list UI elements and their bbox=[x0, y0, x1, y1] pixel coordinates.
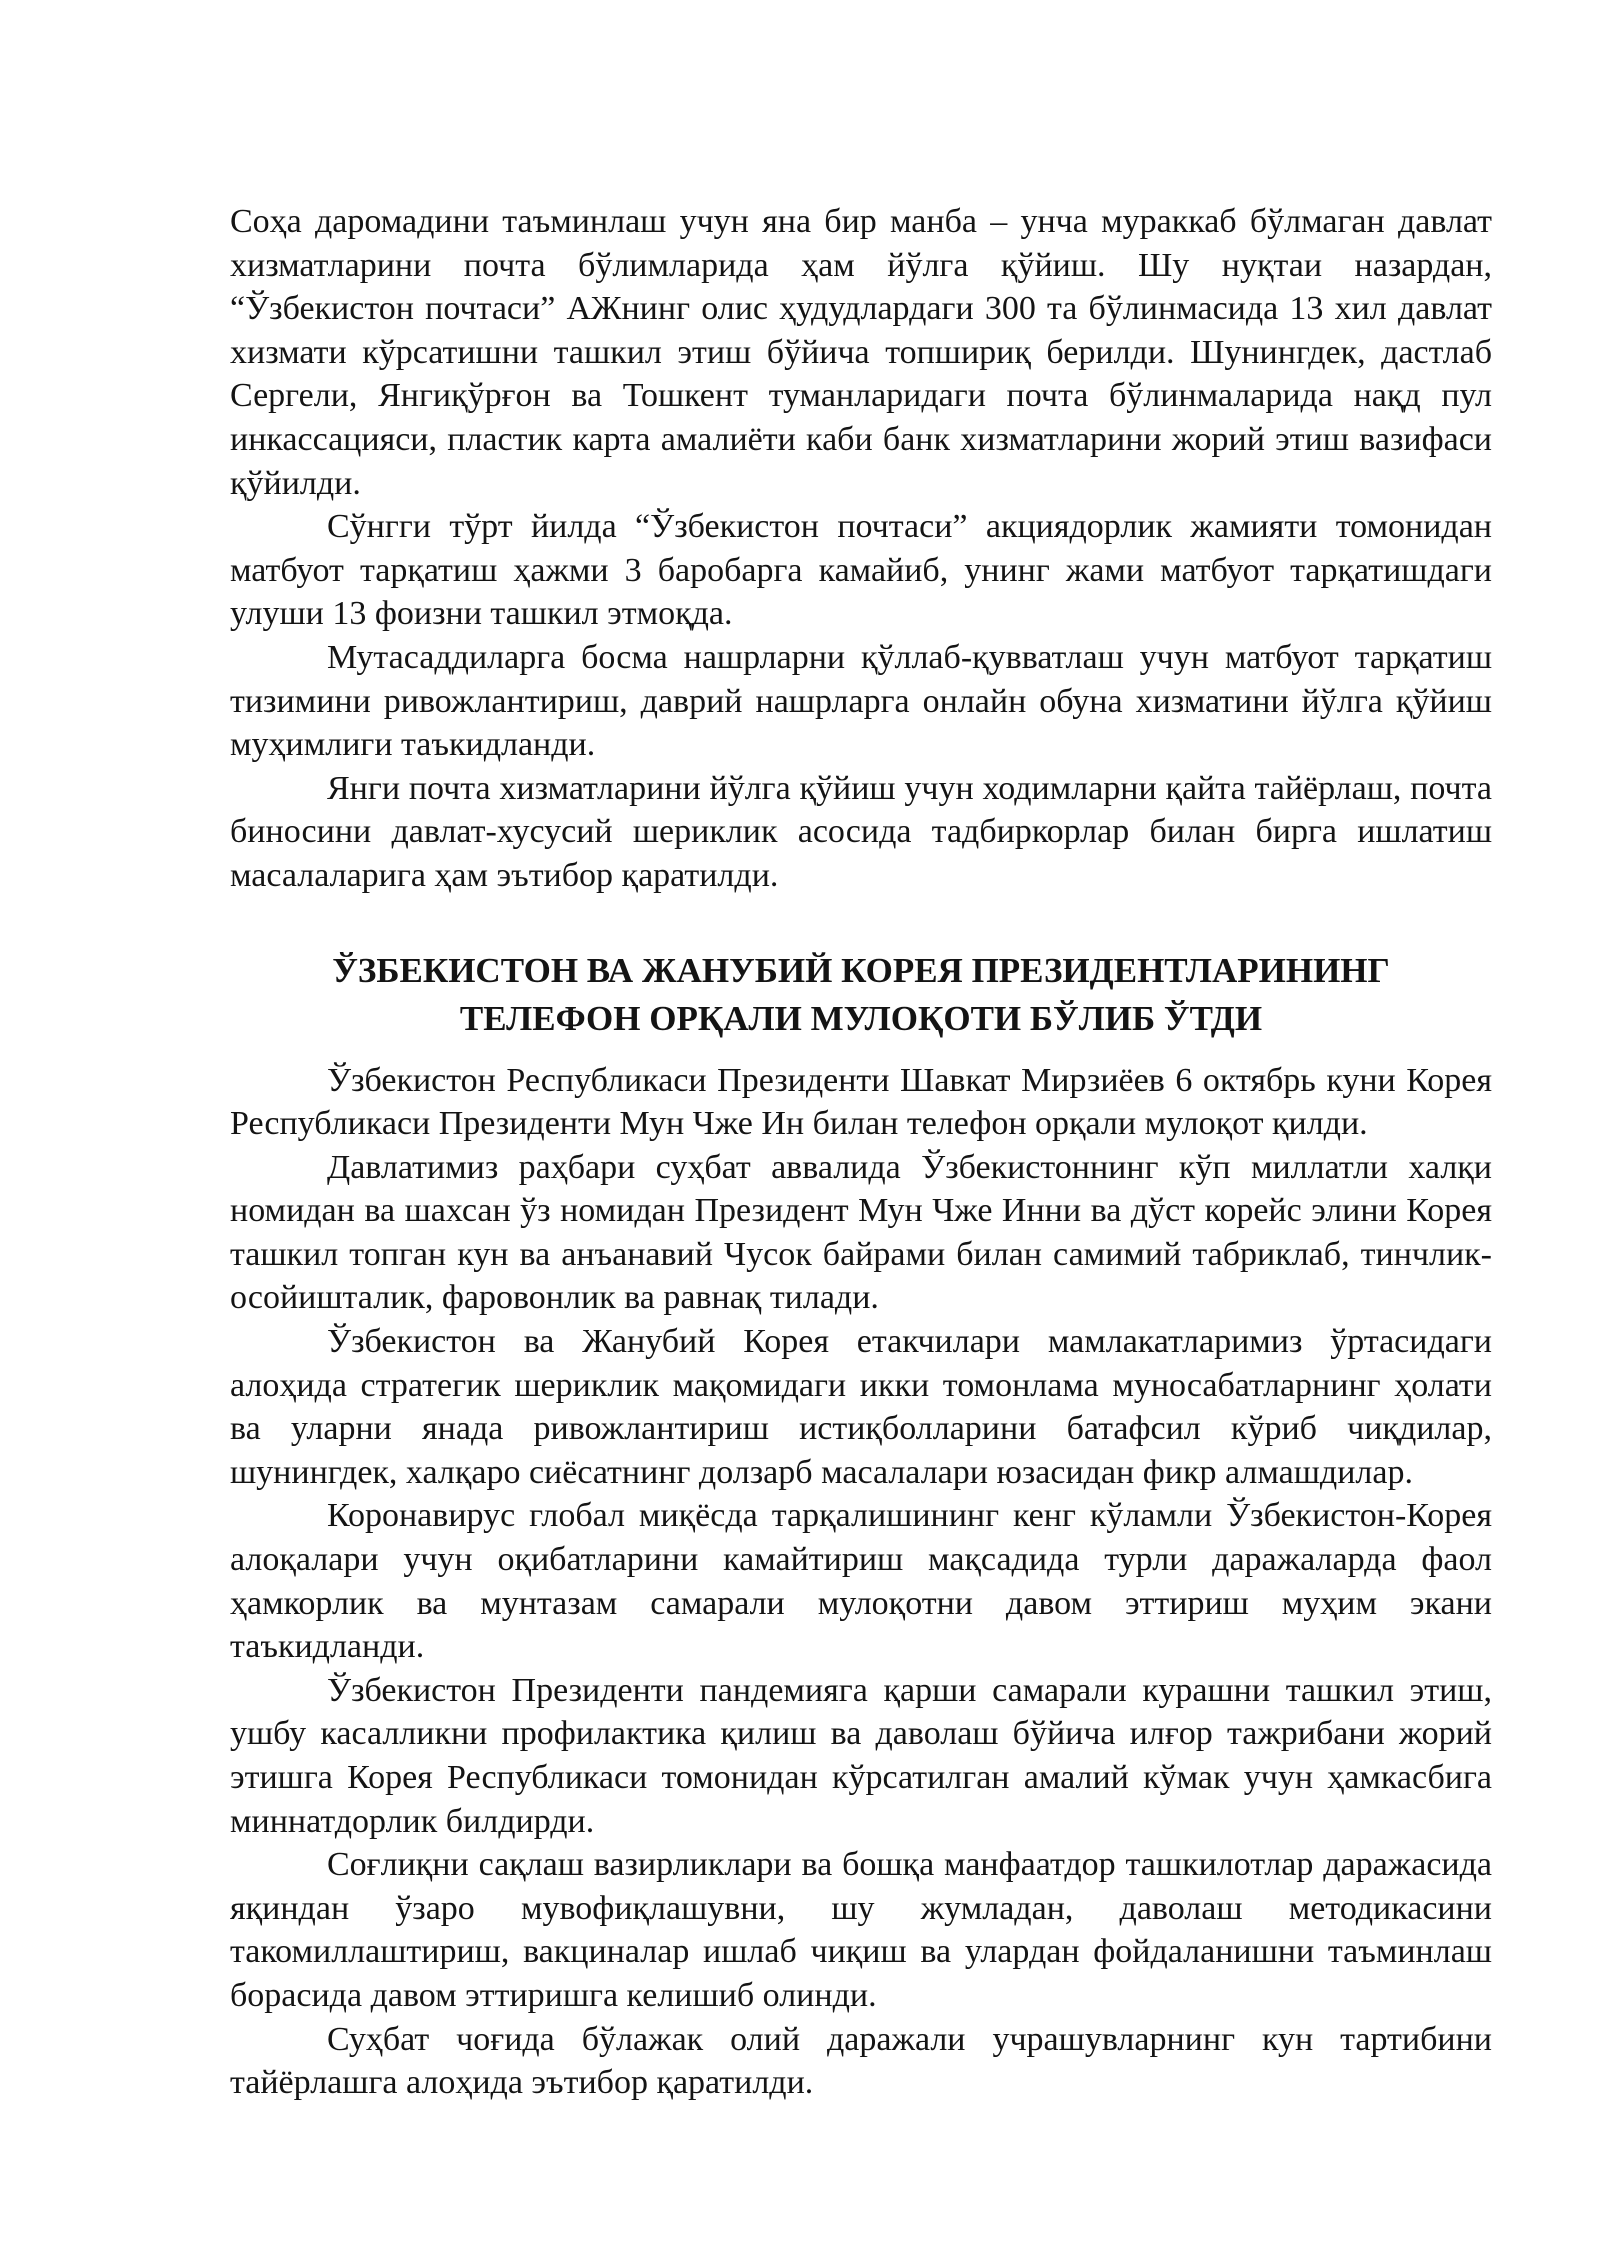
paragraph: Ўзбекистон Республикаси Президенти Шавкат Мирзиёев 6 октябрь куни Корея Республикаси Президенти Мун Чже Ин билан телефон орқали мулоқот қилди. bbox=[230, 1061, 1492, 1143]
paragraph: Соҳа даромадини таъминлаш учун яна бир манба – унча мураккаб бўлмаган давлат хизматларини почта бўлимларида ҳам йўлга қўйиш. Шу нуқтаи назардан, “Ўзбекистон почтаси” АЖнинг олис ҳудудлардаги 300 та бўлинмасида 13 хил давлат хизмати кўрсатишни ташкил этиш бўйича топшириқ берилди. Шунингдек, дастлаб Сергели, Янгиқўрғон ва Тошкент туманларидаги почта бўлинмаларида нақд пул инкассацияси, пластик карта амалиёти каби банк хизматларини жорий этиш вазифаси қўйилди. bbox=[230, 203, 1492, 502]
document-page bbox=[230, 200, 1492, 2105]
paragraph: Соғлиқни сақлаш вазирликлари ва бошқа манфаатдор ташкилотлар даражасида яқиндан ўзаро мувофиқлашувни, шу жумладан, даволаш методикасини такомиллаштириш, вакциналар ишлаб чиқиш ва улардан фойдаланишни таъминлаш борасида давом эттиришга келишиб олинди. bbox=[230, 1846, 1492, 2014]
article-body bbox=[230, 1059, 1492, 2105]
paragraph: Янги почта хизматларини йўлга қўйиш учун ходимларни қайта тайёрлаш, почта биносини давлат-хусусий шериклик асосида тадбиркорлар билан бирга ишлатиш масалаларига ҳам эътибор қаратилди. bbox=[230, 769, 1492, 894]
article-heading-line-1: ЎЗБЕКИСТОН ВА ЖАНУБИЙ КОРЕЯ ПРЕЗИДЕНТЛАРИНИНГ bbox=[332, 950, 1390, 990]
postal-services-section bbox=[230, 200, 1492, 898]
paragraph: Ўзбекистон ва Жанубий Корея етакчилари мамлакатларимиз ўртасидаги алоҳида стратегик шериклик мақомидаги икки томонлама муносабатларнинг ҳолати ва уларни янада ривожлантириш истиқболларини батафсил кўриб чиқдилар, шунингдек, халқаро сиёсатнинг долзарб масалалари юзасидан фикр алмашдилар. bbox=[230, 1323, 1492, 1491]
paragraph: Мутасаддиларга босма нашрларни қўллаб-қувватлаш учун матбуот тарқатиш тизимини ривожлантириш, даврий нашрларга онлайн обуна хизматини йўлга қўйиш муҳимлиги таъкидланди. bbox=[230, 638, 1492, 764]
paragraph: Коронавирус глобал миқёсда тарқалишининг кенг кўламли Ўзбекистон-Корея алоқалари учун оқибатларини камайтириш мақсадида турли даражаларда фаол ҳамкорлик ва мунтазам самарали мулоқотни давом эттириш муҳим экани таъкидланди. bbox=[230, 1497, 1492, 1666]
article-heading bbox=[230, 947, 1492, 1043]
paragraph: Давлатимиз раҳбари суҳбат аввалида Ўзбекистоннинг кўп миллатли халқи номидан ва шахсан ўз номидан Президент Мун Чже Инни ва дўст корейс элини Корея ташкил топган кун ва анъанавий Чусок байрами билан самимий табриклаб, тинчлик-осойишталик, фаровонлик ва равнақ тилади. bbox=[230, 1148, 1492, 1317]
paragraph: Суҳбат чоғида бўлажак олий даражали учрашувларнинг кун тартибини тайёрлашга алоҳида эътибор қаратилди. bbox=[230, 2020, 1492, 2102]
paragraph: Сўнгги тўрт йилда “Ўзбекистон почтаси” акциядорлик жамияти томонидан матбуот тарқатиш ҳажми 3 баробарга камайиб, унинг жами матбуот тарқатишдаги улуши 13 фоизни ташкил этмоқда. bbox=[230, 508, 1492, 633]
paragraph: Ўзбекистон Президенти пандемияга қарши самарали курашни ташкил этиш, ушбу касалликни профилактика қилиш ва даволаш бўйича илғор тажрибани жорий этишга Корея Республикаси томонидан кўрсатилган амалий кўмак учун ҳамкасбига миннатдорлик билдирди. bbox=[230, 1671, 1492, 1840]
article-heading-line-2: ТЕЛЕФОН ОРҚАЛИ МУЛОҚОТИ БЎЛИБ ЎТДИ bbox=[459, 998, 1263, 1038]
